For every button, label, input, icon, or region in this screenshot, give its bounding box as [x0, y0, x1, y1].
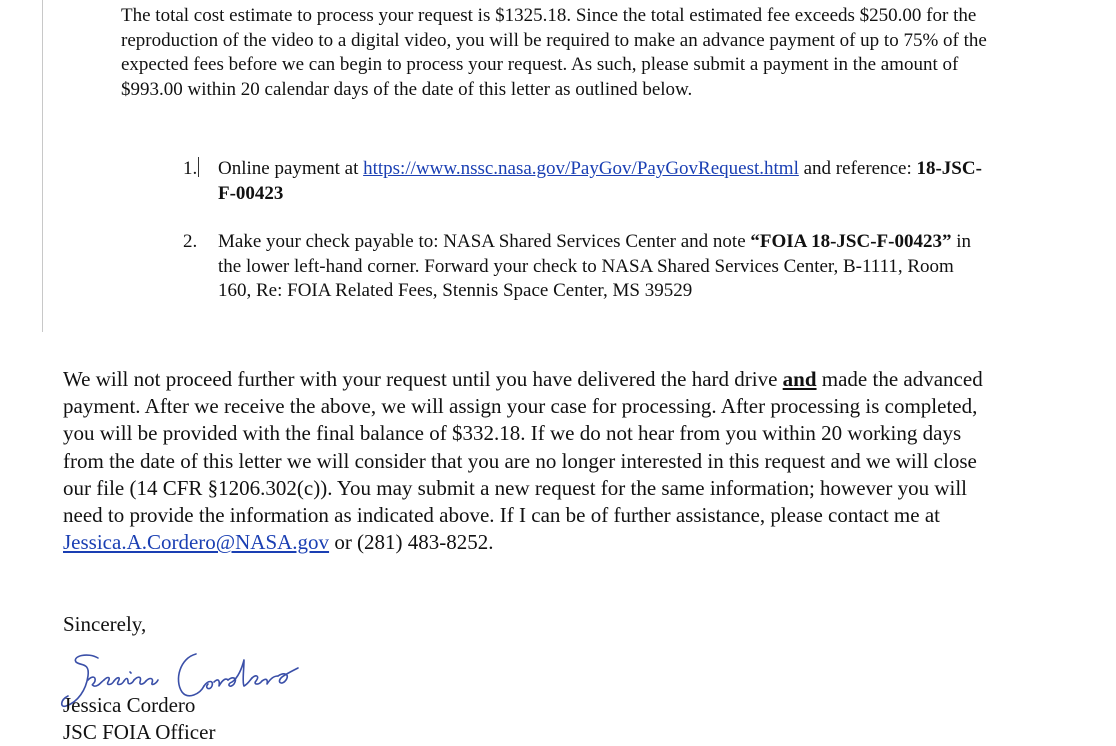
payment-option-online: [183, 157, 983, 206]
closing-salutation: Sincerely,: [63, 612, 147, 636]
list-number: 2.: [183, 231, 198, 253]
signer-title: JSC FOIA Officer: [63, 720, 216, 744]
text-cursor: [198, 157, 199, 177]
fee-estimate-text: The total cost estimate to process your request is $1325.18. Since the total estimated fee exceeds $250.00 for the reproduction of the video to a digital video, you will be required to make an advance payment of up to 75% of the expected fees before we can begin to process your request. As such, please submit a payment in the amount of $993.00 within 20 calendar days of the date of this letter as outlined below.: [121, 5, 987, 100]
conditions-text-1: We will not proceed further with your request until you have delivered the hard drive: [63, 367, 783, 391]
reference-number: 18-JSC-F-00423: [218, 158, 982, 204]
payment-option-check: [183, 230, 983, 304]
conditions-text-3: or (281) 483-8252.: [329, 530, 494, 555]
margin-line: [42, 0, 43, 332]
emphasis-and: and: [782, 367, 817, 391]
email-link[interactable]: Jessica.A.Cordero@NASA.gov: [63, 530, 330, 555]
conditions-text-2: made the advanced payment. After we receive the above, we will assign your case for processing. After processing is completed, you will be provided with the final balance of $332.18. If we do not hear from you within 20 working days from the date of this letter we will consider that you are no longer interested in this request and we will close our file (14 CFR §1206.302(c)). You may submit a new request for the same information; however you will need to provide the information as indicated above. If I can be of further assistance, please contact me at: [63, 367, 983, 528]
conditions-paragraph: [63, 366, 1003, 556]
payment-options-list: [183, 157, 983, 304]
signer-name: Jessica Cordero: [63, 693, 196, 717]
check-note-reference: “FOIA 18-JSC-F-00423”: [750, 231, 952, 253]
online-payment-prefix: Online payment at: [218, 158, 364, 179]
paygov-link[interactable]: https://www.nssc.nasa.gov/PayGov/PayGovRequest.html: [363, 158, 799, 179]
fee-estimate-paragraph: [121, 4, 991, 102]
check-payment-text-a: Make your check payable to: NASA Shared Services Center and note: [218, 231, 751, 253]
list-number: 1.: [183, 158, 198, 179]
online-payment-middle: and reference:: [798, 158, 917, 179]
check-payment-text-b: in the lower left-hand corner. Forward your check to NASA Shared Services Center, B-1111, Room 160, Re: FOIA Related Fees, Stennis Space Center, MS 39529: [218, 231, 971, 302]
